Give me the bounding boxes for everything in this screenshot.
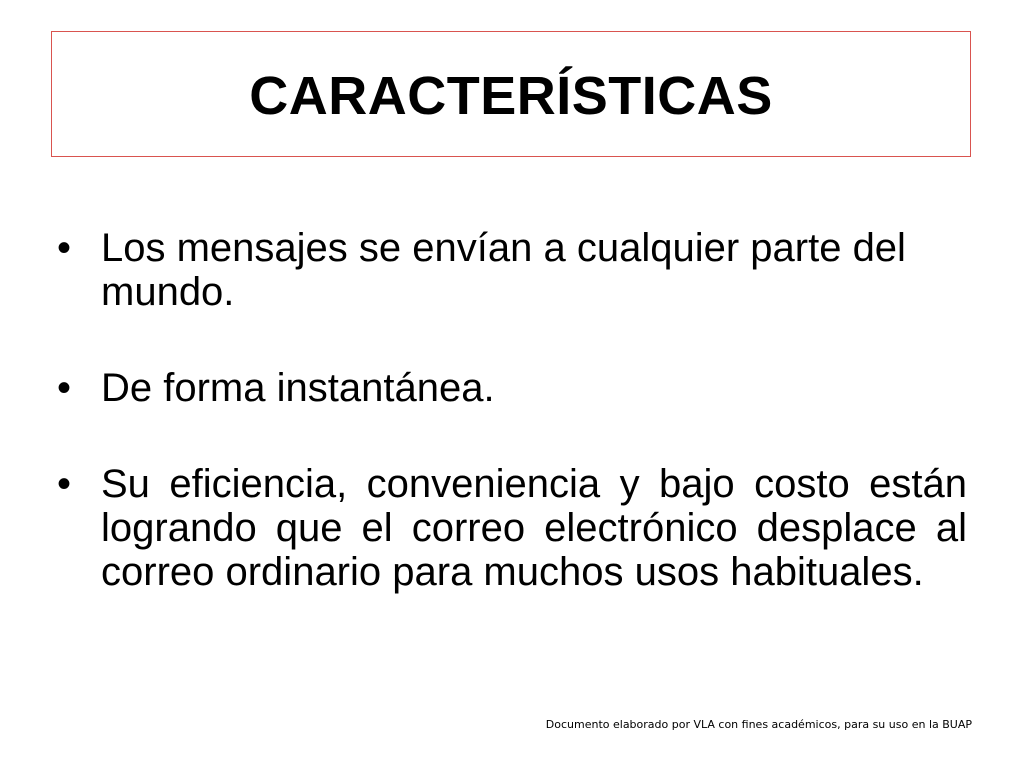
bullet-text: Su eficiencia, conveniencia y bajo costo están logrando que el correo electrónico desplace al correo ordinario para muchos usos habituales.: [101, 462, 967, 594]
bullet-item: [57, 462, 967, 594]
bullet-dot-icon: •: [57, 226, 72, 270]
bullet-dot-icon: •: [57, 462, 72, 506]
slide-title: CARACTERÍSTICAS: [249, 66, 773, 126]
bullet-item: [57, 226, 967, 314]
footer-note: Documento elaborado por VLA con fines académicos, para su uso en la BUAP: [545, 718, 972, 731]
bullet-item: [57, 366, 967, 410]
bullet-text: Los mensajes se envían a cualquier parte del mundo.: [101, 226, 906, 314]
bullet-list: [57, 220, 967, 594]
bullet-text: De forma instantánea.: [101, 366, 495, 410]
title-box: [51, 31, 971, 157]
bullet-dot-icon: •: [57, 366, 72, 410]
